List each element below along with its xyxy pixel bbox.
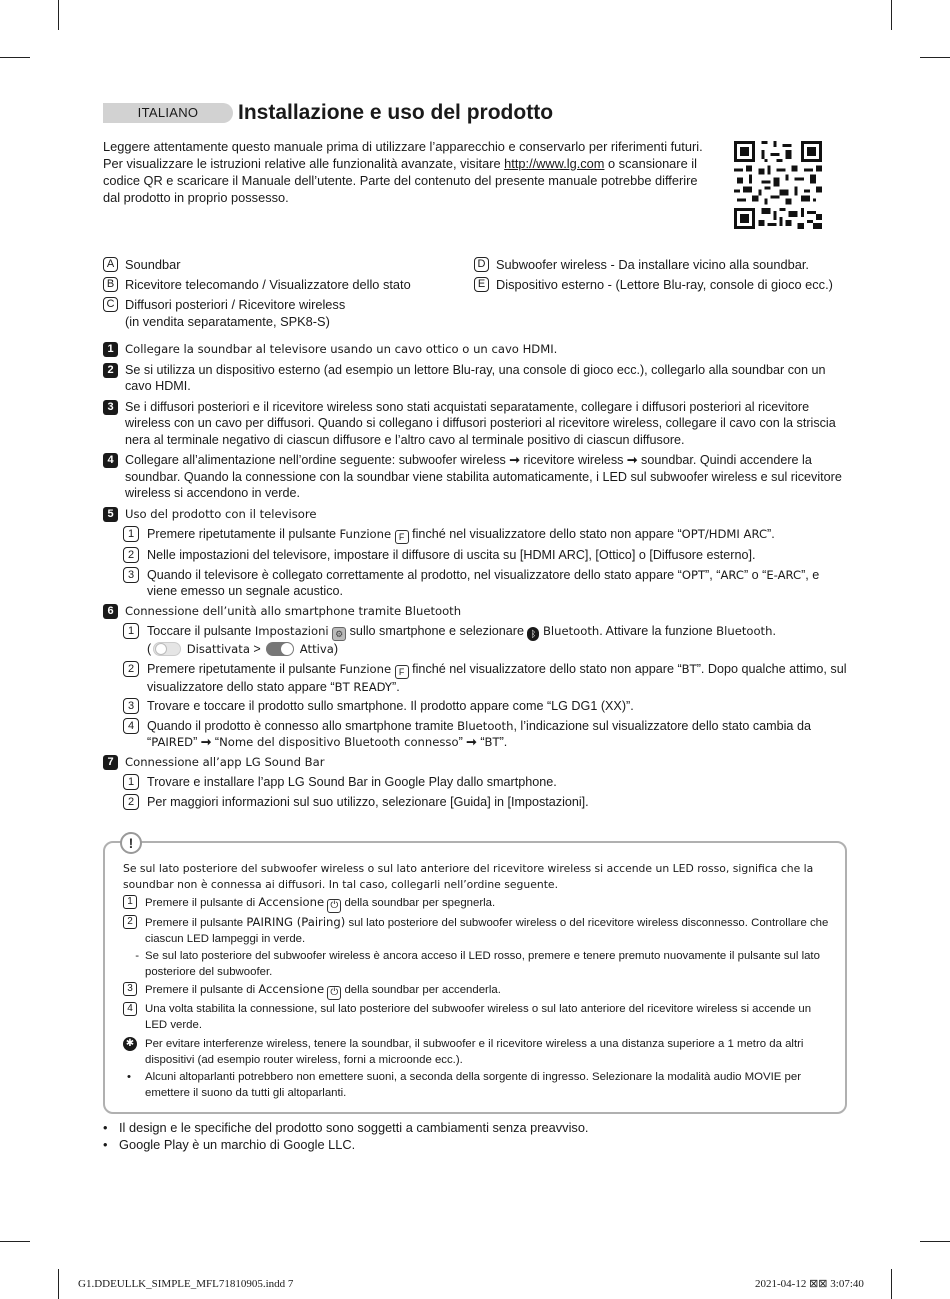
- substep-number: 3: [123, 567, 139, 583]
- toggle-off-icon: [153, 642, 181, 656]
- substep-5-3: [123, 567, 849, 600]
- note-step-3: [123, 981, 829, 1000]
- intro-paragraph: [103, 138, 703, 206]
- substep-text: Trovare e toccare il prodotto sullo smartphone. Il prodotto appare come “LG DG1 (XX)”.: [147, 699, 634, 713]
- note-dash-text: Se sul lato posteriore del subwoofer wireless è ancora acceso il LED rosso, premere e tenere premuto nuovamente il pulsante sul lato posteriore del subwoofer.: [145, 950, 820, 978]
- substep-text: Quando il televisore è collegato correttamente al prodotto, nel visualizzatore dello stato appare “OPT”, “ARC” o “E-ARC”, e viene emesso un segnale acustico.: [147, 567, 820, 598]
- bullet-mark: •: [103, 1120, 108, 1135]
- step-text: Collegare la soundbar al televisore usando un cavo ottico o un cavo HDMI.: [125, 342, 558, 356]
- substep-number: 1: [123, 623, 139, 639]
- legend-text: Subwoofer wireless - Da installare vicino alla soundbar.: [496, 257, 809, 272]
- legend-text: Ricevitore telecomando / Visualizzatore dello stato: [125, 277, 411, 292]
- substep-number: 2: [123, 794, 139, 810]
- intro-line: o scansionare il codice QR e scaricare il Manuale dell’utente. Parte del contenuto del presente manuale potrebbe differire dal prodotto in proprio possesso.: [103, 156, 698, 205]
- step-heading: Uso del prodotto con il televisore: [125, 506, 317, 521]
- legend-right: [474, 256, 854, 296]
- function-button-label: Funzione: [339, 661, 392, 676]
- step-number: 5: [103, 507, 118, 522]
- footer-notes: [103, 1119, 849, 1153]
- power-icon: ⏻: [327, 899, 341, 913]
- step-6: [103, 603, 849, 620]
- note-step-number: 3: [123, 982, 137, 996]
- power-icon: ⏻: [327, 986, 341, 1000]
- substep-text: Quando il prodotto è connesso allo smartphone tramite Bluetooth, l’indicazione sul visualizzatore dello stato cambia da “PAIRED” ➞ “Nome del dispositivo Bluetooth connesso” ➞ “BT”.: [147, 718, 811, 749]
- exclamation-icon: !: [120, 832, 142, 854]
- crop-mark: [891, 0, 892, 30]
- legend-letter: E: [474, 277, 489, 292]
- language-badge: ITALIANO: [103, 103, 233, 123]
- settings-label: Impostazioni: [254, 624, 329, 638]
- step-number: 3: [103, 400, 118, 415]
- crop-mark: [920, 57, 950, 58]
- note-step-number: 1: [123, 895, 137, 909]
- substep-7-2: [123, 794, 849, 811]
- legend-item-c: [103, 296, 463, 330]
- arrow-right-icon: ➞: [509, 453, 520, 467]
- note-step-text: Premere il pulsante PAIRING (Pairing) sul lato posteriore del subwoofer wireless o del ricevitore wireless disconnesso. Controllare che ciascun LED lampeggi in verde.: [145, 915, 829, 945]
- legend-text: (in vendita separatamente, SPK8-S): [125, 314, 330, 329]
- footer-bullet: [103, 1119, 849, 1136]
- substep-5-2: [123, 547, 849, 564]
- crop-mark: [58, 1269, 59, 1299]
- footer-bullet: [103, 1136, 849, 1153]
- step-text: Collegare all’alimentazione nell’ordine seguente: subwoofer wireless ➞ ricevitore wireless ➞ soundbar. Quindi accendere la soundbar. Quando la connessione con la soundbar viene stabilita automaticamente, i LED sul subwoofer wireless e sul ricevitore wireless si accendono in verde.: [125, 453, 842, 500]
- step-5: [103, 506, 849, 523]
- note-dash-item: [123, 948, 829, 980]
- note-step-text: Premere il pulsante di Accensione ⏻ della soundbar per accenderla.: [145, 982, 501, 998]
- step-number: 7: [103, 755, 118, 770]
- step-number: 1: [103, 342, 118, 357]
- step-number: 6: [103, 604, 118, 619]
- step-text: Se si utilizza un dispositivo esterno (ad esempio un lettore Blu-ray, una console di gioco ecc.), collegarlo alla soundbar con un cavo HDMI.: [125, 362, 826, 393]
- legend-left: [103, 256, 463, 333]
- arrow-right-icon: ➞: [200, 735, 212, 749]
- substep-text: Premere ripetutamente il pulsante Funzione F finché nel visualizzatore dello stato non appare “BT”. Dopo qualche attimo, sul visualizzatore dello stato appare “BT READY”.: [147, 661, 847, 694]
- legend-item-a: [103, 256, 463, 273]
- note-step-number: 2: [123, 915, 137, 929]
- legend-letter: D: [474, 257, 489, 272]
- substep-6-2: [123, 661, 849, 696]
- arrow-right-icon: ➞: [626, 453, 638, 467]
- substep-6-1: [123, 623, 849, 658]
- legend-letter: B: [103, 277, 118, 292]
- legend-text: Diffusori posteriori / Ricevitore wireless: [125, 297, 346, 312]
- legend-text: Dispositivo esterno - (Lettore Blu-ray, console di gioco ecc.): [496, 277, 833, 292]
- substep-text: Nelle impostazioni del televisore, impostare il diffusore di uscita su [HDMI ARC], [Ottico] o [Diffusore esterno].: [147, 548, 756, 562]
- note-step-2: [123, 914, 829, 947]
- note-step-1: [123, 894, 829, 913]
- crop-mark: [891, 1269, 892, 1299]
- bluetooth-icon: ᛒ: [527, 627, 539, 641]
- instruction-steps: [103, 341, 849, 813]
- function-button-icon: F: [395, 530, 409, 544]
- function-button-icon: F: [395, 665, 409, 679]
- power-button-label: Accensione: [258, 895, 325, 909]
- substep-text: Premere ripetutamente il pulsante Funzione F finché nel visualizzatore dello stato non appare “OPT/HDMI ARC”.: [147, 527, 775, 542]
- note-box: [103, 835, 847, 1114]
- footer-note-text: Google Play è un marchio di Google LLC.: [119, 1137, 356, 1152]
- substep-6-4: [123, 718, 849, 751]
- power-button-label: Accensione: [258, 982, 325, 996]
- step-number: 4: [103, 453, 118, 468]
- function-button-label: Funzione: [339, 527, 392, 541]
- footer-note-text: Il design e le specifiche del prodotto sono soggetti a cambiamenti senza preavviso.: [119, 1120, 589, 1135]
- note-step-number: 4: [123, 1002, 137, 1016]
- dash-mark: -: [135, 950, 139, 962]
- bullet-mark: •: [127, 1071, 131, 1083]
- note-star-item: [123, 1036, 829, 1068]
- legend-text: Soundbar: [125, 257, 181, 272]
- note-bullet-item: [123, 1069, 829, 1101]
- note-bullet-text: Alcuni altoparlanti potrebbero non emettere suoni, a seconda della sorgente di ingresso. Selezionare la modalità audio MOVIE per emettere il suono da tutti gli altoparlanti.: [145, 1071, 801, 1099]
- step-number: 2: [103, 363, 118, 378]
- step-4: [103, 452, 849, 502]
- legend-letter: C: [103, 297, 118, 312]
- step-text: Se i diffusori posteriori e il ricevitore wireless sono stati acquistati separatamente, collegare i diffusori posteriori al ricevitore wireless con un cavo per diffusori. Quando si collegano i diffusori posteriori al ricevitore wireless, collegare il cavo con la striscia nera al terminale negativo di ciascun diffusore e l’altro cavo al terminale positivo di ciascun diffusore.: [125, 399, 836, 447]
- substep-6-3: [123, 698, 849, 715]
- substep-5-1: [123, 526, 849, 544]
- step-3: [103, 399, 849, 449]
- note-warning-text: Se sul lato posteriore del subwoofer wireless o sul lato anteriore del ricevitore wireless si accende un LED rosso, significa che la soundbar non è connessa ai diffusori. In tal caso, collegarli nell’ordine seguente.: [123, 862, 814, 891]
- bullet-mark: •: [103, 1137, 108, 1152]
- legend-item-e: [474, 276, 854, 293]
- substep-text: Toccare il pulsante Impostazioni ⚙ sullo smartphone e selezionare ᛒ Bluetooth. Attivare la funzione Bluetooth. ( Disattivata > Attiva): [147, 624, 776, 656]
- substep-7-1: [123, 774, 849, 791]
- print-slug-filename: G1.DDEULLK_SIMPLE_MFL71810905.indd 7: [78, 1278, 294, 1290]
- substep-number: 1: [123, 526, 139, 542]
- substep-number: 1: [123, 774, 139, 790]
- toggle-on-icon: [266, 642, 294, 656]
- intro-line: Per visualizzare le istruzioni relative alle funzionalità avanzate, visitare: [103, 156, 505, 171]
- step-2: [103, 362, 849, 395]
- gear-icon: ⚙: [332, 627, 346, 641]
- crop-mark: [0, 57, 30, 58]
- substep-text: Per maggiori informazioni sul suo utilizzo, selezionare [Guida] in [Impostazioni].: [147, 794, 589, 809]
- substep-number: 4: [123, 718, 139, 734]
- note-step-4: [123, 1001, 829, 1033]
- step-7: [103, 754, 849, 771]
- page-title: Installazione e uso del prodotto: [238, 101, 554, 124]
- step-heading: Connessione dell’unità allo smartphone tramite Bluetooth: [125, 603, 462, 618]
- note-step-text: Premere il pulsante di Accensione ⏻ della soundbar per spegnerla.: [145, 895, 496, 911]
- legend-letter: A: [103, 257, 118, 272]
- crop-mark: [0, 1241, 30, 1242]
- lg-website-link[interactable]: http://www.lg.com: [504, 156, 605, 171]
- substep-text: Trovare e installare l’app LG Sound Bar in Google Play dallo smartphone.: [147, 775, 557, 789]
- arrow-right-icon: ➞: [466, 735, 477, 749]
- substep-number: 2: [123, 661, 139, 677]
- crop-mark: [920, 1241, 950, 1242]
- legend-item-b: [103, 276, 463, 293]
- substep-number: 3: [123, 698, 139, 714]
- print-slug-timestamp: 2021-04-12 ⊠⊠ 3:07:40: [755, 1278, 864, 1290]
- note-step-text: Una volta stabilita la connessione, sul lato posteriore del subwoofer wireless o sul lato anteriore del ricevitore wireless si accende un LED verde.: [145, 1003, 812, 1031]
- legend-item-d: [474, 256, 854, 273]
- intro-line: Leggere attentamente questo manuale prima di utilizzare l’apparecchio e conservarlo per riferimenti futuri.: [103, 139, 703, 154]
- pairing-button-label: PAIRING (Pairing): [246, 915, 346, 929]
- substep-number: 2: [123, 547, 139, 563]
- qr-code: [734, 141, 822, 229]
- crop-mark: [58, 0, 59, 30]
- note-star-text: Per evitare interferenze wireless, tenere la soundbar, il subwoofer e il ricevitore wireless a una distanza superiore a 1 metro da altri dispositivi (ad esempio router wireless, forni a microonde ecc.).: [145, 1038, 804, 1066]
- step-heading: Connessione all’app LG Sound Bar: [125, 754, 325, 769]
- step-1: [103, 341, 849, 358]
- star-icon: ✱: [123, 1037, 137, 1051]
